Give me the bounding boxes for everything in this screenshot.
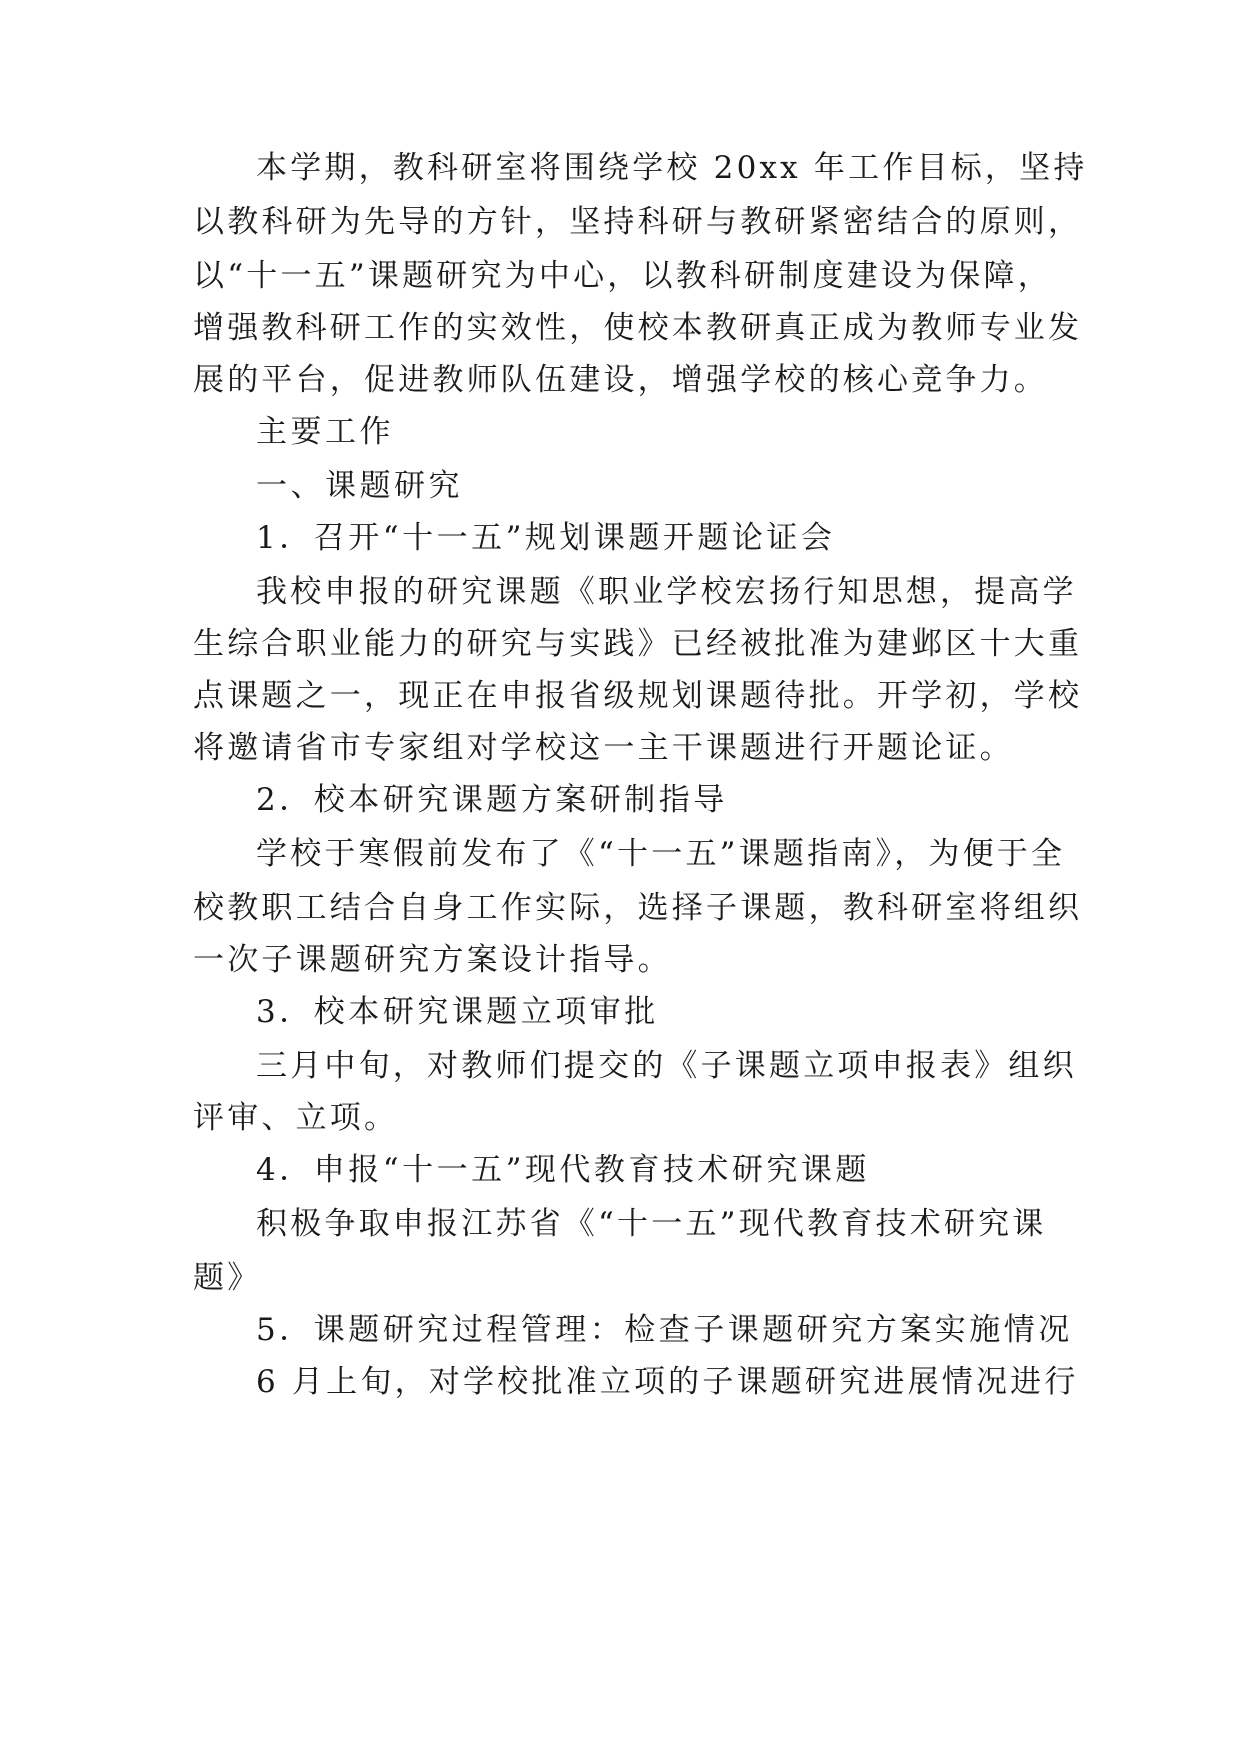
paragraph-line: 6 月上旬，对学校批准立项的子课题研究进展情况进行 <box>256 1364 1079 1400</box>
subsection-heading: 2．校本研究课题方案研制指导 <box>256 782 728 818</box>
paragraph-line: 积极争取申报江苏省《“十一五”现代教育技术研究课 <box>256 1206 1047 1242</box>
subsection-heading: 5．课题研究过程管理：检查子课题研究方案实施情况 <box>256 1312 1073 1348</box>
paragraph-line: 将邀请省市专家组对学校这一主干课题进行开题论证。 <box>193 730 1014 766</box>
paragraph-line: 评审、立项。 <box>193 1100 399 1136</box>
paragraph-line: 以“十一五”课题研究为中心，以教科研制度建设为保障， <box>193 258 1052 294</box>
subsection-heading: 4．申报“十一五”现代教育技术研究课题 <box>256 1152 870 1188</box>
subsection-heading: 1．召开“十一五”规划课题开题论证会 <box>256 520 836 556</box>
paragraph-line: 生综合职业能力的研究与实践》已经被批准为建邺区十大重 <box>193 626 1083 662</box>
paragraph-line: 本学期，教科研室将围绕学校 20xx 年工作目标，坚持 <box>256 150 1088 186</box>
subsection-heading: 3．校本研究课题立项审批 <box>256 994 659 1030</box>
paragraph-line: 增强教科研工作的实效性，使校本教研真正成为教师专业发 <box>193 310 1083 346</box>
paragraph-line: 三月中旬，对教师们提交的《子课题立项申报表》组织 <box>256 1048 1077 1084</box>
paragraph-line: 点课题之一，现正在申报省级规划课题待批。开学初，学校 <box>193 678 1083 714</box>
paragraph-line: 展的平台，促进教师队伍建设，增强学校的核心竞争力。 <box>193 362 1048 398</box>
paragraph-line: 以教科研为先导的方针，坚持科研与教研紧密结合的原则， <box>193 204 1083 240</box>
section-heading: 一、课题研究 <box>256 468 463 504</box>
paragraph-line: 校教职工结合自身工作实际，选择子课题，教科研室将组织 <box>193 890 1083 926</box>
paragraph-line: 一次子课题研究方案设计指导。 <box>193 942 672 978</box>
paragraph-line: 学校于寒假前发布了《“十一五”课题指南》，为便于全 <box>256 836 1066 872</box>
section-heading: 主要工作 <box>256 414 394 450</box>
paragraph-line: 我校申报的研究课题《职业学校宏扬行知思想，提高学 <box>256 574 1077 610</box>
paragraph-line: 题》 <box>193 1260 262 1296</box>
